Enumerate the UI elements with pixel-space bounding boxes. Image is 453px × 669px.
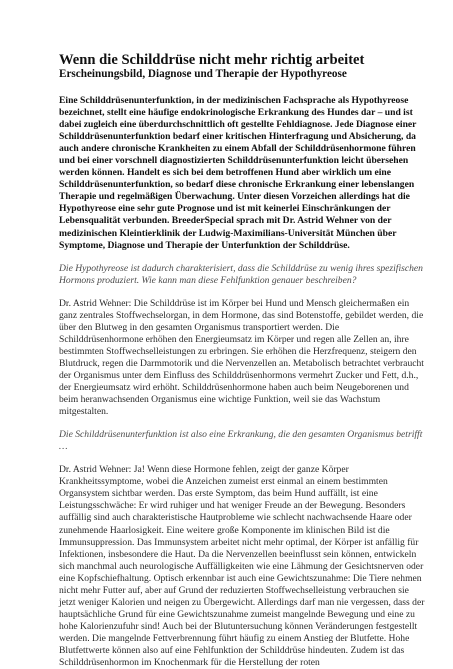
interview-answer-2: Dr. Astrid Wehner: Ja! Wenn diese Hormone fehlen, zeigt der ganze Körper Krankheitssymptome, wobei die Anzeichen zumeist erst einmal an einem bestimmten Organsystem sichtbar werden. Das erste Symptom, das beim Hund auffällt, ist eine Leistungsschwäche: Er wird ruhiger und hat weniger Freude an der Bewegung. Besonders auffällig sind auch charakteristische Hautprobleme wie schlecht nachwachsende Haare oder zunehmende Haarlosigkeit. Eine weitere große Komponente im klinischen Bild ist die Immunsuppression. Das Immunsystem arbeitet nicht mehr optimal, der Körper ist anfällig für Infektionen, insbesondere die Haut. Da die Nervenzellen beeinflusst sein können, entwickeln sich manchmal auch neurologische Auffälligkeiten wie eine Lähmung der Gesichtsnerven oder eine Kopfschiefhaltung. Optisch erkennbar ist auch eine Gewichtszunahme: Die Tiere nehmen nicht mehr Futter auf, aber auf Grund der reduzierten Stoffwechselleistung verbrauchen sie jetzt weniger Kalorien und neigen zu Übergewicht. Allerdings darf man nie vergessen, dass der hauptsächliche Grund für eine Gewichtszunahme zumeist mangelnde Bewegung und eine zu hohe Kalorienzufuhr sind! Auch bei der Blutuntersuchung können Veränderungen festgestellt werden. Die mangelnde Fettverbrennung führt häufig zu einem Anstieg der Blutfette. Hohe Blutfettwerte können also auf eine Fehlfunktion der Schilddrüse hindeuten. Zudem ist das Schilddrüsenhormon im Knochenmark für die Herstellung der roten [59, 464, 425, 669]
interview-answer-1: Dr. Astrid Wehner: Die Schilddrüse ist im Körper bei Hund und Mensch gleichermaßen ein ganz zentrales Stoffwechselorgan, in dem Hormone, das sind Botenstoffe, gebildet werden, die über den Blutweg in den gesamten Organismus transportiert werden. Die Schilddrüsenhormone erhöhen den Energieumsatz im Körper und regen alle Zellen an, ihre bestimmten Stoffwechselleistungen zu erbringen. Sie erhöhen die Herzfrequenz, steigern den Blutdruck, regen die Darmmotorik und die Nervenzellen an. Metabolisch betrachtet verbraucht der Organismus unter dem Einfluss des Schilddrüsenhormons vermehrt Zucker und Fett, d.h., der Energieumsatz wird erhöht. Schilddrüsenhormone haben auch beim Neugeborenen und beim heranwachsenden Organismus eine wichtige Funktion, weil sie das Wachstum mitgestalten. [59, 297, 424, 418]
article-subtitle: Erscheinungsbild, Diagnose und Therapie der Hypothyreose [59, 68, 347, 80]
article-title: Wenn die Schilddrüse nicht mehr richtig arbeitet [59, 52, 365, 68]
intro-paragraph: Eine Schilddrüsenunterfunktion, in der medizinischen Fachsprache als Hypothyreose bezeichnet, stellt eine häufige endokrinologische Erkrankung des Hundes dar – und ist dabei zugleich eine überdurchschnittlich oft gestellte Fehldiagnose. Jede Diagnose einer Schilddrüsenunterfunktion bedarf einer kritischen Hinterfragung und Absicherung, da auch andere chronische Krankheiten zu einem Abfall der Schilddrüsenhormone führen und bei einer vorschnell diagnostizierten Schilddrüsenunterfunktion leicht übersehen werden können. Handelt es sich bei dem betroffenen Hund aber wirklich um eine Schilddrüsenunterfunktion, so bedarf diese chronische Erkrankung einer lebenslangen Therapie und regelmäßigen Überwachung. Unter diesen Vorzeichen allerdings hat die Hypothyreose eine sehr gute Prognose und ist mit keinerlei Einschränkungen der Lebensqualität verbunden. BreederSpecial sprach mit Dr. Astrid Wehner von der medizinischen Kleintierklinik der Ludwig-Maximilians-Universität München über Symptome, Diagnose und Therapie der Unterfunktion der Schilddrüse. [59, 95, 417, 251]
interview-question-1: Die Hypothyreose ist dadurch charakterisiert, dass die Schilddrüse zu wenig ihres spezifischen Hormons produziert. Wie kann man diese Fehlfunktion genauer beschreiben? [59, 262, 423, 286]
interview-question-2: Die Schilddrüsenunterfunktion ist also eine Erkrankung, die den gesamten Organismus betrifft … [59, 429, 423, 453]
